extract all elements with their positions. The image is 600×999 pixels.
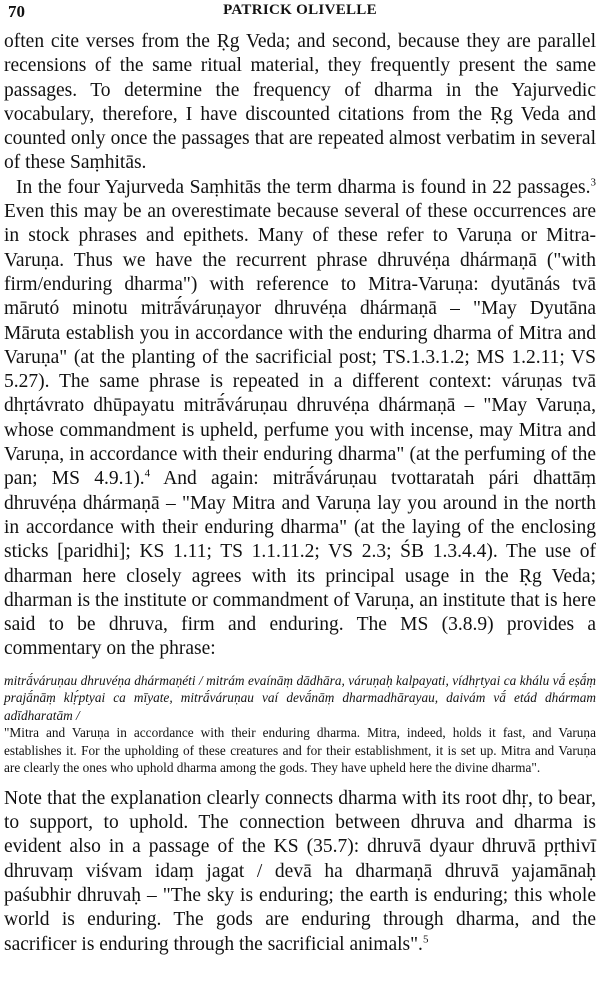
paragraph-2-part-b: Even this may be an overestimate because several of these occurrences are in stock phrases and epithets. Many of these refer to Varuṇa or Mitra-Varuṇa. Thus we have the recurrent phrase dhruvéṇa dhármaṇā ("with firm/enduring dharma") with reference to Mitra-Varuṇa: dyutānás tvā mārutó minotu mitrā́váruṇayor dhruvéṇa dhármaṇā – "May Dyutāna Māruta establish you in accordance with the enduring dharma of Mitra and Varuṇa" (at the planting of the sacrificial post; TS.1.3.1.2; MS 1.2.11; VS 5.27). The same phrase is repeated in a different context: váruṇas tvā dhṛtávrato dhūpayatu mitrā́váruṇau dhruvéṇa dhármaṇā – "May Varuṇa, whose commandment is upheld, perfume you with incense, may Mitra and Varuṇa, in accordance with their enduring dharma" (at the perfuming of the pan; MS 4.9.1). <box>4 201 596 490</box>
footnote-ref-4[interactable]: 4 <box>144 467 151 480</box>
page-header <box>4 0 596 26</box>
paragraph-3 <box>4 787 596 957</box>
footnote-ref-3[interactable]: 3 <box>590 176 596 189</box>
footnote-ref-5[interactable]: 5 <box>422 933 429 945</box>
page-number: 70 <box>8 2 25 21</box>
running-head: PATRICK OLIVELLE <box>223 2 377 18</box>
block-quote <box>4 672 596 777</box>
paragraph-2 <box>4 176 596 662</box>
paragraph-2-part-c: And again: mitrā́váruṇau tvottaratah pári dhattāṃ dhruvéṇa dhármaṇā – "May Mitra and Varuṇa lay you around in the north in accordance with their enduring dharma" (at the laying of the enclosing sticks [paridhi]; KS 1.11; TS 1.1.11.2; VS 2.3; ŚB 1.3.4.4). The use of dharman here closely agrees with its principal usage in the Ṛg Veda; dharman is the institute or commandment of Varuṇa, an institute that is here said to be dhruva, firm and enduring. The MS (3.8.9) provides a commentary on the phrase: <box>4 468 596 660</box>
paragraph-3-text: Note that the explanation clearly connects dharma with its root dhṛ, to bear, to support, to uphold. The connection between dhruva and dharma is evident also in a passage of the KS (35.7): dhruvā dyaur dhruvā pṛthivī dhruvaṃ viśvam idaṃ jagat / devā ha dharmaṇā dhruvā yajamānaḥ paśubhir dhruvaḥ – "The sky is enduring; the earth is enduring; this whole world is enduring. The gods are enduring through dharma, and the sacrificer is enduring through the sacrificial animals". <box>4 787 596 955</box>
paragraph-2-part-a: In the four Yajurveda Saṃhitās the term dharma is found in 22 passages. <box>16 176 591 198</box>
quote-english: "Mitra and Varuṇa in accordance with their enduring dharma. Mitra, indeed, holds it fast, and Varuṇa establishes it. For the upholding of these creatures and for their establishment, it is set up. Mitra and Varuṇa are clearly the ones who uphold dharma among the gods. They have upheld here the divine dharma". <box>4 725 596 776</box>
paragraph-1: often cite verses from the Ṛg Veda; and second, because they are parallel recensions of the same ritual material, they frequently present the same passages. To determine the frequency of dharma in the Yajurvedic vocabulary, therefore, I have discounted citations from the Ṛg Veda and counted only once the passages that are repeated almost verbatim in several of these Saṃhitās. <box>4 31 596 174</box>
quote-sanskrit: mitrā́váruṇau dhruvéṇa dhármaṇéti / mitrám evaínāṃ dādhāra, váruṇaḥ kalpayati, vídhṛtyai ca khálu vā́ eṣā́ṃ prajā́nāṃ klṛ́ptyai ca mīyate, mitrā́váruṇau vaí devā́nāṃ dharmadhārayau, daivám vā́ etád dhármam adīdharatām / <box>4 672 596 723</box>
